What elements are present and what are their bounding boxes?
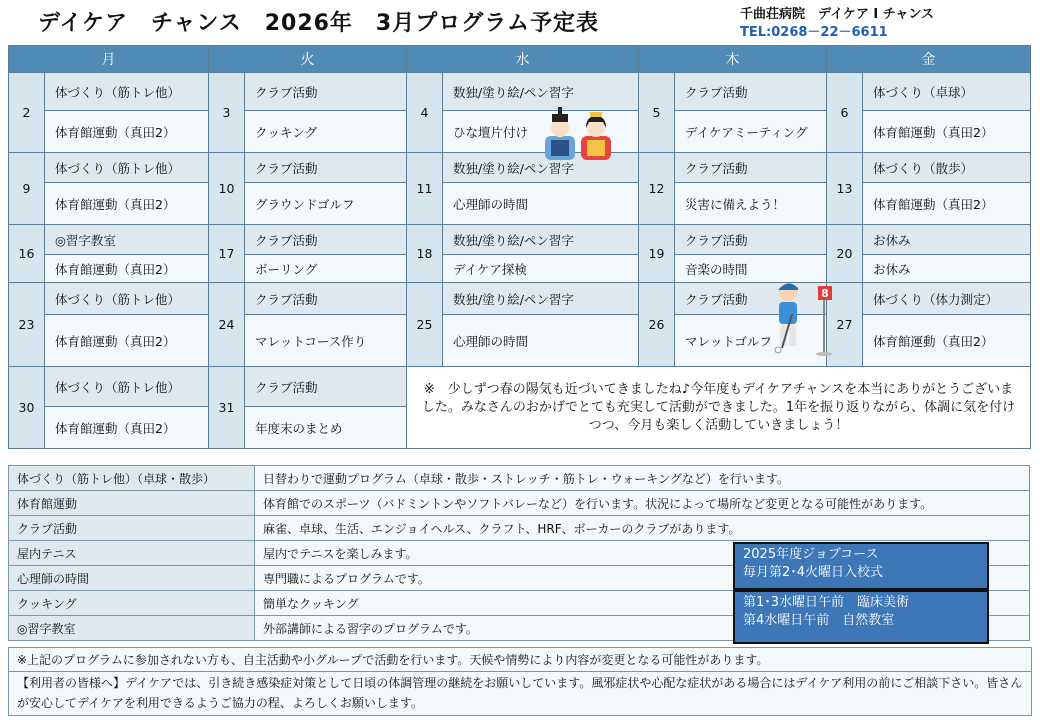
description-text: 専門職によるプログラムです。 <box>255 566 1030 591</box>
day-number: 30 <box>9 367 45 449</box>
schedule-item: 体づくり（筋トレ他） <box>45 283 209 315</box>
schedule-item: クラブ活動 <box>245 73 407 111</box>
hospital-tel: TEL:0268－22－6611 <box>740 25 888 40</box>
day-number: 16 <box>9 225 45 283</box>
weekday-mon: 月 <box>9 46 209 73</box>
description-text: 麻雀、卓球、生活、エンジョイヘルス、クラフト、HRF、ボーカーのクラブがあります。 <box>255 516 1030 541</box>
day-number: 6 <box>827 73 863 153</box>
schedule-item: 数独/塗り絵/ペン習字 <box>443 225 639 255</box>
description-row <box>9 466 1030 491</box>
schedule-item: 心理師の時間 <box>443 183 639 225</box>
day-number: 27 <box>827 283 863 367</box>
description-text: 体育館でのスポーツ（バドミントンやソフトバレーなど）を行います。状況によって場所など変更となる可能性があります。 <box>255 491 1030 516</box>
day-number: 4 <box>407 73 443 153</box>
day-number: 3 <box>209 73 245 153</box>
schedule-item: 体育館運動（真田2） <box>45 315 209 367</box>
job-course-line: 毎月第2･4火曜日入校式 <box>743 565 884 580</box>
week-row <box>9 153 1031 183</box>
schedule-item: クラブ活動 <box>245 283 407 315</box>
schedule-item: 数独/塗り絵/ペン習字 <box>443 73 639 111</box>
schedule-item: 体づくり（筋トレ他） <box>45 73 209 111</box>
schedule-item: 数独/塗り絵/ペン習字 <box>443 283 639 315</box>
schedule-item: 災害に備えよう！ <box>675 183 827 225</box>
hospital-info <box>740 6 934 42</box>
schedule-item: 体育館運動（真田2） <box>863 183 1031 225</box>
footer-notice: ※上記のプログラムに参加されない方も、自主活動や小グループで活動を行います。天候や情勢により内容が変更となる可能性があります。 <box>8 647 1032 673</box>
schedule-item: クラブ活動 <box>245 367 407 407</box>
day-number: 23 <box>9 283 45 367</box>
description-key: クッキング <box>9 591 255 616</box>
day-number: 17 <box>209 225 245 283</box>
hina-dolls-icon <box>543 106 613 162</box>
description-key: ◎習字教室 <box>9 616 255 641</box>
schedule-item: 体づくり（散歩） <box>863 153 1031 183</box>
hospital-name: 千曲荘病院 デイケア I チャンス <box>740 7 934 22</box>
day-number: 5 <box>639 73 675 153</box>
weekday-header-row <box>9 46 1031 73</box>
job-course-box <box>733 542 989 590</box>
golf-flag-number: 8 <box>821 287 829 300</box>
wednesday-program-box <box>733 590 989 644</box>
description-key: 心理師の時間 <box>9 566 255 591</box>
description-key: 体づくり（筋トレ他）（卓球・散歩） <box>9 466 255 491</box>
weekday-wed: 水 <box>407 46 639 73</box>
schedule-item: 体づくり（卓球） <box>863 73 1031 111</box>
calendar-table <box>8 45 1031 449</box>
description-row <box>9 516 1030 541</box>
schedule-item: クラブ活動 <box>675 153 827 183</box>
day-number: 26 <box>639 283 675 367</box>
schedule-item: ◎習字教室 <box>45 225 209 255</box>
schedule-item: 体づくり（筋トレ他） <box>45 153 209 183</box>
week-row <box>9 225 1031 255</box>
schedule-item: マレットゴルフ <box>675 315 827 367</box>
schedule-item: クラブ活動 <box>675 225 827 255</box>
description-key: 屋内テニス <box>9 541 255 566</box>
day-number: 9 <box>9 153 45 225</box>
schedule-item: 体育館運動（真田2） <box>45 111 209 153</box>
schedule-item: ひな壇片付け <box>443 111 639 153</box>
schedule-item: 年度末のまとめ <box>245 407 407 449</box>
day-number: 31 <box>209 367 245 449</box>
day-number: 19 <box>639 225 675 283</box>
day-number: 13 <box>827 153 863 225</box>
description-text: 屋内でテニスを楽しみます。 <box>255 541 1030 566</box>
schedule-item: 体育館運動（真田2） <box>45 255 209 283</box>
schedule-item: クッキング <box>245 111 407 153</box>
day-number: 18 <box>407 225 443 283</box>
day-number: 2 <box>9 73 45 153</box>
week-row <box>9 315 1031 367</box>
week-row <box>9 283 1031 315</box>
job-course-line: 2025年度ジョブコース <box>743 547 879 562</box>
monthly-message: ※ 少しずつ春の陽気も近づいてきましたね♪今年度もデイケアチャンスを本当にありがとうございました。みなさんのおかげでとても充実して活動ができました。1年を振り返りながら、体調に気を付けつつ、今月も楽しく活動していきましょう！ <box>407 367 1031 449</box>
description-text: 日替わりで運動プログラム（卓球・散歩・ストレッチ・筋トレ・ウォーキングなど）を行います。 <box>255 466 1030 491</box>
description-key: 体育館運動 <box>9 491 255 516</box>
schedule-item: クラブ活動 <box>675 73 827 111</box>
schedule-item: 体育館運動（真田2） <box>45 183 209 225</box>
description-key: クラブ活動 <box>9 516 255 541</box>
schedule-item: クラブ活動 <box>245 153 407 183</box>
weekday-tue: 火 <box>209 46 407 73</box>
schedule-item: 体づくり（体力測定） <box>863 283 1031 315</box>
schedule-item: デイケア探検 <box>443 255 639 283</box>
day-number: 25 <box>407 283 443 367</box>
schedule-item: グラウンドゴルフ <box>245 183 407 225</box>
weekday-fri: 金 <box>827 46 1031 73</box>
golfer-icon <box>766 278 836 358</box>
description-row <box>9 491 1030 516</box>
schedule-item: 体育館運動（真田2） <box>863 111 1031 153</box>
schedule-item: クラブ活動 <box>675 283 827 315</box>
schedule-item: ボーリング <box>245 255 407 283</box>
schedule-item: マレットコース作り <box>245 315 407 367</box>
wednesday-program-line: 第1･3水曜日午前 臨床美術 <box>743 595 910 610</box>
schedule-item: 体育館運動（真田2） <box>863 315 1031 367</box>
schedule-item: 体づくり（筋トレ他） <box>45 367 209 407</box>
description-text: 簡単なクッキング <box>255 591 1030 616</box>
page-title: デイケア チャンス 2026年 3月プログラム予定表 <box>38 11 600 36</box>
week-row <box>9 183 1031 225</box>
schedule-item: お休み <box>863 225 1031 255</box>
day-number: 10 <box>209 153 245 225</box>
description-text: 外部講師による習字のプログラムです。 <box>255 616 1030 641</box>
week-row <box>9 255 1031 283</box>
week-row <box>9 367 1031 407</box>
schedule-item: 心理師の時間 <box>443 315 639 367</box>
week-row <box>9 73 1031 111</box>
schedule-item: クラブ活動 <box>245 225 407 255</box>
schedule-item: お休み <box>863 255 1031 283</box>
schedule-item: 体育館運動（真田2） <box>45 407 209 449</box>
weekday-thu: 木 <box>639 46 827 73</box>
day-number: 12 <box>639 153 675 225</box>
footer-message: 【利用者の皆様へ】デイケアでは、引き続き感染症対策として日頃の体調管理の継続をお願いしています。風邪症状や心配な症状がある場合にはデイケア利用の前にご相談下さい。皆さんが安心してデイケアを利用できるようご協力の程、よろしくお願いします。 <box>8 671 1032 716</box>
day-number: 24 <box>209 283 245 367</box>
day-number: 20 <box>827 225 863 283</box>
schedule-item: デイケアミーティング <box>675 111 827 153</box>
week-row <box>9 111 1031 153</box>
wednesday-program-line: 第4水曜日午前 自然教室 <box>743 613 895 628</box>
schedule-item: 数独/塗り絵/ペン習字 <box>443 153 639 183</box>
day-number: 11 <box>407 153 443 225</box>
schedule-item: 音楽の時間 <box>675 255 827 283</box>
